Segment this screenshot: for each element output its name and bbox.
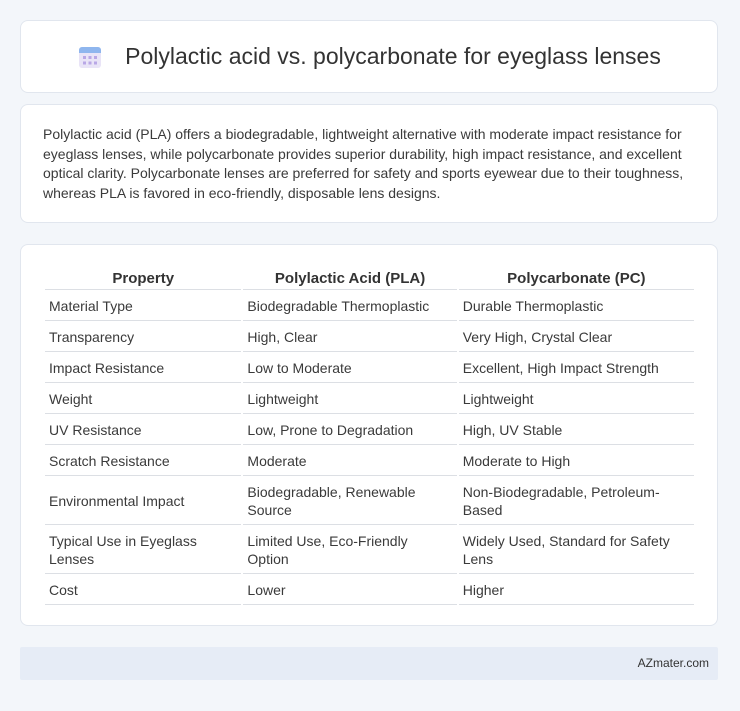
table-cell: Low, Prone to Degradation <box>243 416 456 445</box>
table-cell: Biodegradable, Renewable Source <box>243 478 456 525</box>
summary-card <box>20 104 718 223</box>
table-cell: Excellent, High Impact Strength <box>459 354 694 383</box>
table-cell: Lightweight <box>243 385 456 414</box>
table-cell: Scratch Resistance <box>45 447 241 476</box>
table-cell: Impact Resistance <box>45 354 241 383</box>
table-row <box>45 478 694 525</box>
table-cell: Lightweight <box>459 385 694 414</box>
comparison-card <box>20 244 718 626</box>
table-row <box>45 416 694 445</box>
summary-text: Polylactic acid (PLA) offers a biodegradable, lightweight alternative with moderate impact resistance for eyeglass lenses, while polycarbonate provides superior durability, high impact resistance, and excellent optical clarity. Polycarbonate lenses are preferred for safety and sports eyewear due to their toughness, whereas PLA is favored in eco-friendly, disposable lens designs. <box>43 126 684 201</box>
table-cell: Cost <box>45 576 241 605</box>
table-cell: Widely Used, Standard for Safety Lens <box>459 527 694 574</box>
table-cell: Biodegradable Thermoplastic <box>243 292 456 321</box>
table-cell: Typical Use in Eyeglass Lenses <box>45 527 241 574</box>
calendar-icon <box>77 44 103 70</box>
table-cell: Low to Moderate <box>243 354 456 383</box>
table-cell: Higher <box>459 576 694 605</box>
page-title: Polylactic acid vs. polycarbonate for eyeglass lenses <box>125 43 661 69</box>
table-cell: Durable Thermoplastic <box>459 292 694 321</box>
table-cell: High, UV Stable <box>459 416 694 445</box>
table-row <box>45 385 694 414</box>
table-cell: High, Clear <box>243 323 456 352</box>
table-row <box>45 354 694 383</box>
table-cell: Non-Biodegradable, Petroleum-Based <box>459 478 694 525</box>
table-cell: Material Type <box>45 292 241 321</box>
table-cell: Lower <box>243 576 456 605</box>
column-header: Polycarbonate (PC) <box>459 269 694 290</box>
table-row <box>45 576 694 605</box>
table-cell: UV Resistance <box>45 416 241 445</box>
footer-brand: AZmater.com <box>637 656 709 670</box>
table-row <box>45 527 694 574</box>
comparison-table <box>43 267 696 607</box>
table-cell: Moderate <box>243 447 456 476</box>
footer <box>20 647 718 680</box>
table-cell: Environmental Impact <box>45 478 241 525</box>
table-header-row <box>45 269 694 290</box>
column-header: Property <box>45 269 241 290</box>
column-header: Polylactic Acid (PLA) <box>243 269 456 290</box>
table-row <box>45 323 694 352</box>
table-row <box>45 447 694 476</box>
table-cell: Limited Use, Eco-Friendly Option <box>243 527 456 574</box>
title-card <box>20 20 718 93</box>
table-cell: Moderate to High <box>459 447 694 476</box>
table-cell: Weight <box>45 385 241 414</box>
table-cell: Transparency <box>45 323 241 352</box>
table-row <box>45 292 694 321</box>
table-cell: Very High, Crystal Clear <box>459 323 694 352</box>
